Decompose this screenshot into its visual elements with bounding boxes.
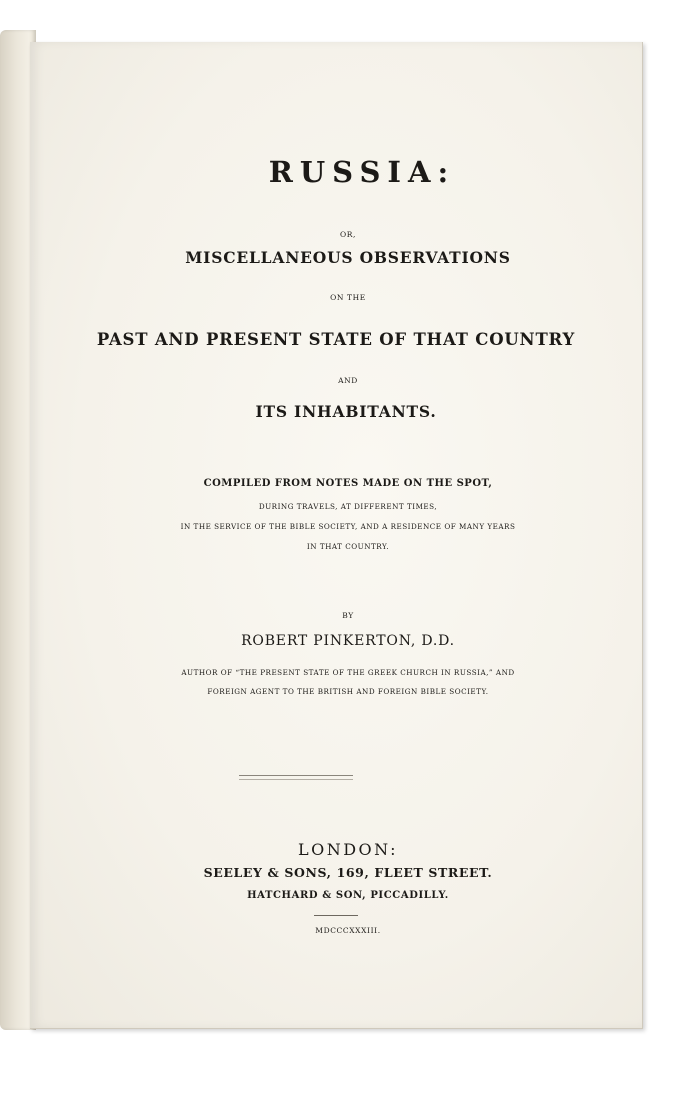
book-title: RUSSIA: <box>268 155 456 189</box>
ornamental-rule <box>239 775 353 780</box>
imprint-publisher-2: HATCHARD & SON, PICCADILLY. <box>247 890 449 901</box>
imprint-place: LONDON: <box>297 840 398 859</box>
subtitle-line-2: PAST AND PRESENT STATE OF THAT COUNTRY <box>96 330 576 349</box>
conjunction-or: OR, <box>340 230 356 239</box>
title-page <box>30 42 643 1029</box>
author-credential-2: FOREIGN AGENT TO THE BRITISH AND FOREIGN BIBLE SOCIETY. <box>207 687 489 696</box>
subtitle-line-3: ITS INHABITANTS. <box>255 402 437 421</box>
author-credential-1: AUTHOR OF “THE PRESENT STATE OF THE GREEK CHURCH IN RUSSIA,” AND <box>181 668 515 677</box>
connector-on-the: ON THE <box>330 293 366 302</box>
compiled-statement: COMPILED FROM NOTES MADE ON THE SPOT, <box>203 478 493 489</box>
connector-and: AND <box>338 376 358 385</box>
by-line: BY <box>342 611 354 620</box>
compiled-line-2: DURING TRAVELS, AT DIFFERENT TIMES, <box>258 502 438 511</box>
compiled-line-4: IN THAT COUNTRY. <box>306 542 390 551</box>
imprint-rule <box>314 915 358 916</box>
compiled-line-3: IN THE SERVICE OF THE BIBLE SOCIETY, AND A RESIDENCE OF MANY YEARS <box>180 522 516 531</box>
subtitle-line-1: MISCELLANEOUS OBSERVATIONS <box>185 248 511 267</box>
imprint-date: MDCCCXXXIII. <box>315 926 381 935</box>
author-name: ROBERT PINKERTON, D.D. <box>241 633 455 649</box>
imprint-publisher-1: SEELEY & SONS, 169, FLEET STREET. <box>203 865 493 880</box>
